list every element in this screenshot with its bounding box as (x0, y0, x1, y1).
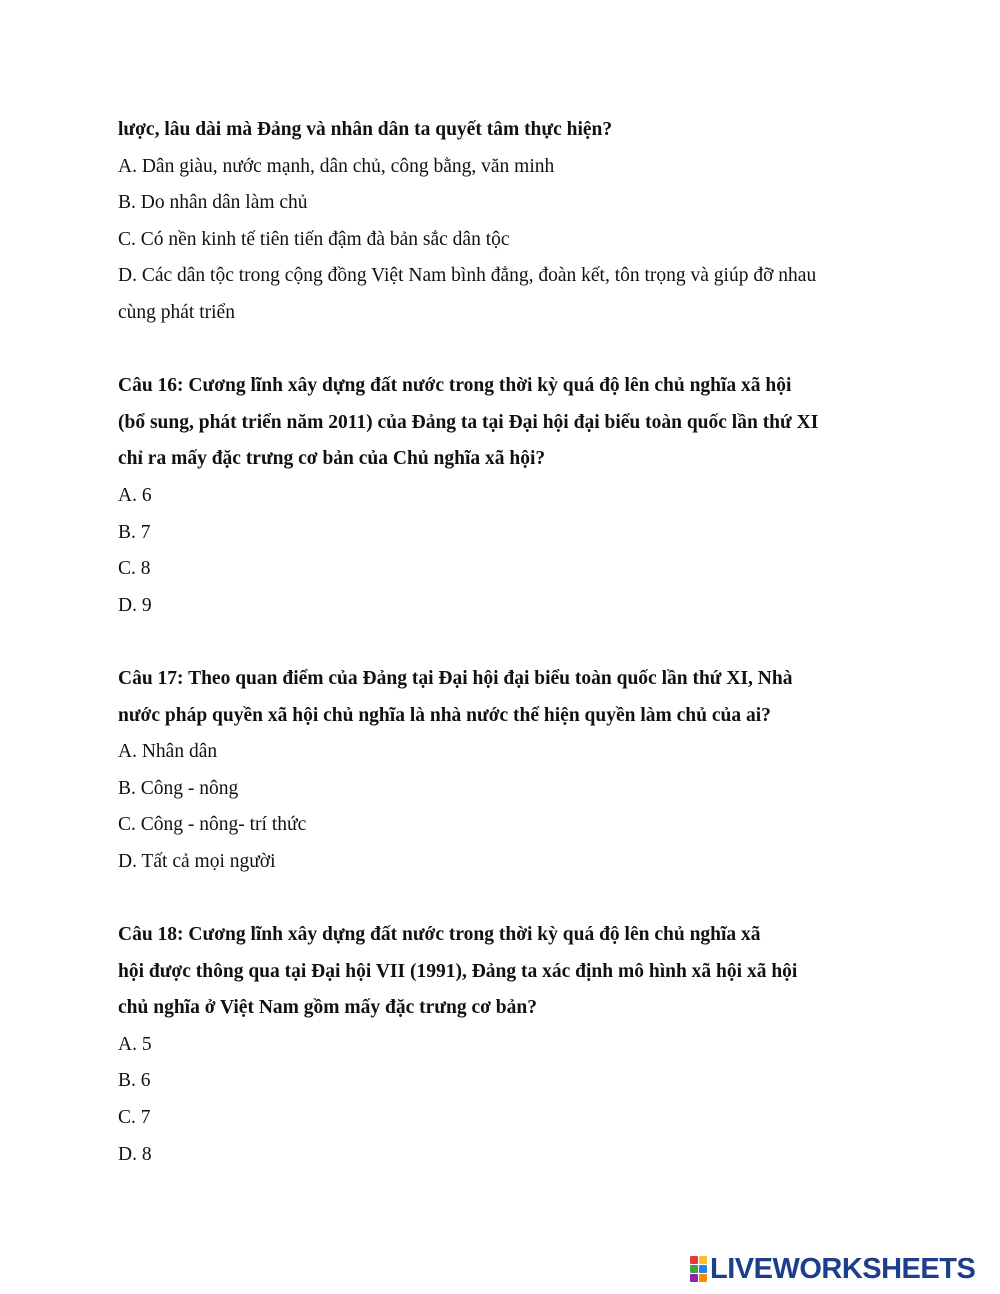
question-18 (118, 917, 898, 1027)
logo-text: LIVEWORKSHEETS (710, 1252, 976, 1285)
question-15-option-b[interactable]: B. Do nhân dân làm chủ (118, 192, 308, 214)
logo-block (690, 1256, 698, 1264)
logo-block (690, 1274, 698, 1282)
logo-mark-icon (690, 1256, 707, 1282)
worksheet-page (118, 112, 898, 1173)
question-18-line-3: chủ nghĩa ở Việt Nam gồm mấy đặc trưng cơ bản? (118, 997, 537, 1019)
logo-block (699, 1274, 707, 1282)
logo-block (690, 1265, 698, 1273)
question-15-option-d[interactable] (118, 258, 898, 331)
question-17-option-c[interactable]: C. Công - nông- trí thức (118, 814, 307, 836)
question-17-option-d[interactable]: D. Tất cả mọi người (118, 850, 276, 872)
question-16-line-3: chỉ ra mấy đặc trưng cơ bản của Chủ nghĩa xã hội? (118, 448, 546, 470)
question-15-continuation (118, 112, 898, 149)
question-16 (118, 368, 898, 478)
question-15-option-c[interactable]: C. Có nền kinh tế tiên tiến đậm đà bản sắc dân tộc (118, 228, 510, 250)
question-15-line-1: lược, lâu dài mà Đảng và nhân dân ta quyết tâm thực hiện? (118, 119, 613, 140)
question-15-option-a[interactable]: A. Dân giàu, nước mạnh, dân chủ, công bằng, văn minh (118, 155, 555, 177)
question-17-option-b[interactable]: B. Công - nông (118, 777, 239, 799)
question-17-option-a[interactable]: A. Nhân dân (118, 741, 218, 763)
question-18-option-d[interactable]: D. 8 (118, 1143, 152, 1165)
question-16-option-a[interactable]: A. 6 (118, 484, 152, 506)
question-17-line-1: Câu 17: Theo quan điểm của Đảng tại Đại hội đại biểu toàn quốc lần thứ XI, Nhà (118, 667, 793, 689)
question-16-option-d[interactable]: D. 9 (118, 594, 152, 616)
question-16-line-2: (bổ sung, phát triển năm 2011) của Đảng ta tại Đại hội đại biểu toàn quốc lần thứ XI (118, 411, 819, 433)
question-18-option-b[interactable]: B. 6 (118, 1070, 151, 1092)
logo-block (699, 1256, 707, 1264)
spacer (118, 332, 898, 369)
question-16-line-1: Câu 16: Cương lĩnh xây dựng đất nước trong thời kỳ quá độ lên chủ nghĩa xã hội (118, 375, 792, 397)
question-18-line-1: Câu 18: Cương lĩnh xây dựng đất nước trong thời kỳ quá độ lên chủ nghĩa xã (118, 924, 761, 946)
question-16-option-b[interactable]: B. 7 (118, 521, 151, 543)
question-18-option-c[interactable]: C. 7 (118, 1107, 151, 1129)
question-17 (118, 661, 898, 734)
liveworksheets-logo (690, 1251, 975, 1287)
question-17-line-2: nước pháp quyền xã hội chủ nghĩa là nhà nước thể hiện quyền làm chủ của ai? (118, 704, 771, 726)
spacer (118, 880, 898, 917)
question-15-option-d-line-2: cùng phát triển (118, 301, 235, 323)
question-15-option-d-line-1: D. Các dân tộc trong cộng đồng Việt Nam bình đẳng, đoàn kết, tôn trọng và giúp đỡ nhau (118, 265, 817, 287)
spacer (118, 624, 898, 661)
question-18-option-a[interactable]: A. 5 (118, 1033, 152, 1055)
logo-block (699, 1265, 707, 1273)
question-16-option-c[interactable]: C. 8 (118, 558, 151, 580)
question-18-line-2: hội được thông qua tại Đại hội VII (1991), Đảng ta xác định mô hình xã hội xã hội (118, 960, 798, 982)
